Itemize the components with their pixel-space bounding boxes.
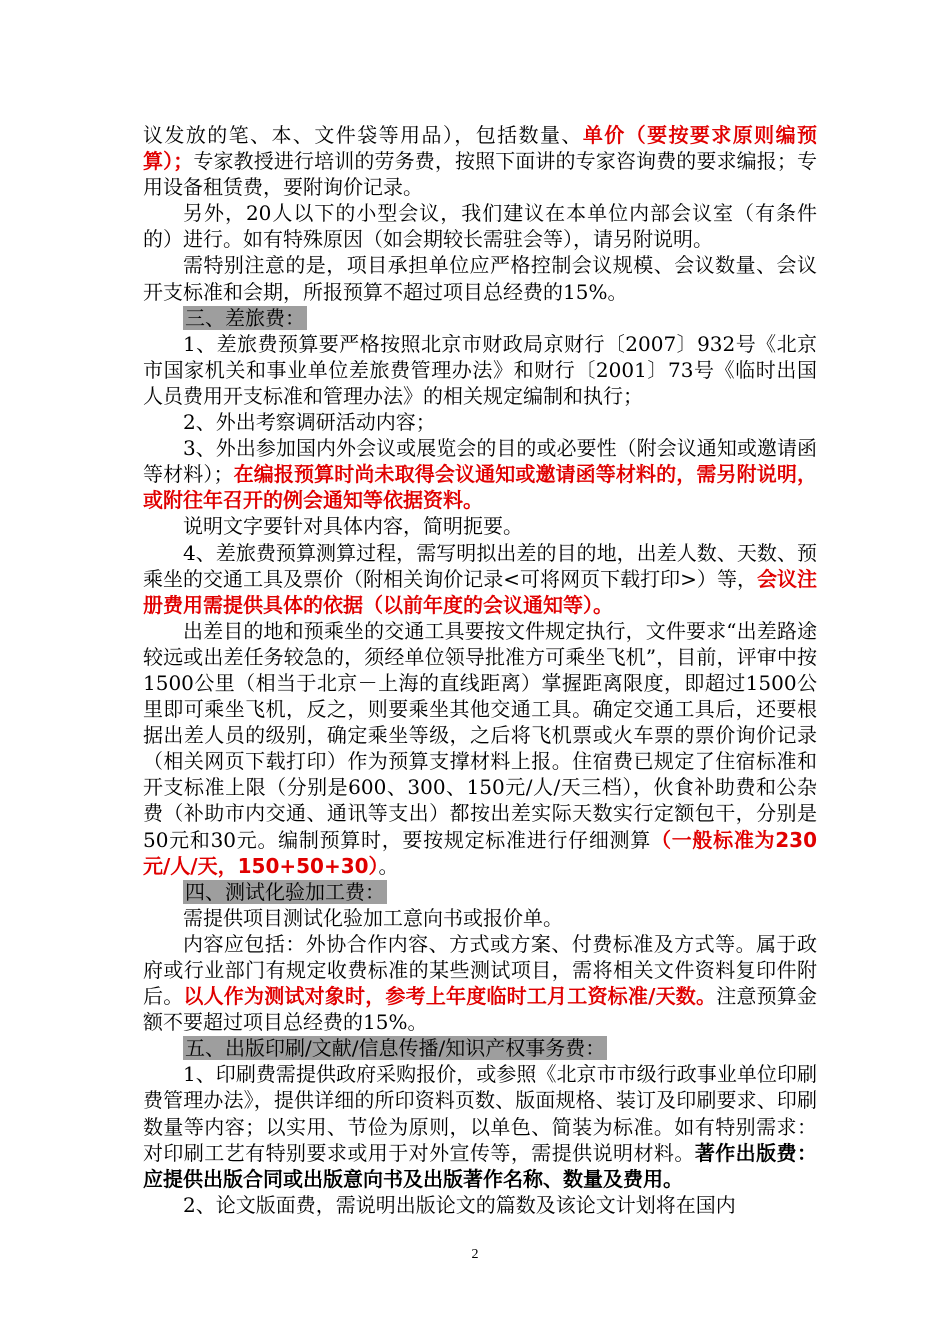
text: 。 — [378, 853, 399, 878]
text: 议发放的笔、本、文件袋等用品），包括数量、 — [143, 123, 583, 147]
section-heading-publishing — [143, 1035, 817, 1061]
paragraph-travel-1: 1、差旅费预算要严格按照北京市财政局京财行〔2007〕932号《北京市国家机关和事业单位差旅费管理办法》和财行〔2001〕73号《临时出国人员费用开支标准和管理办法》的相关规定编制和执行； — [143, 331, 817, 408]
paragraph-meeting-items — [143, 122, 817, 200]
section-heading-testing — [143, 879, 817, 905]
highlight-text: 在编报预算时尚未取得会议通知或邀请函等材料的，需另附说明，或附往年召开的例会通知等依据资料。 — [143, 462, 818, 513]
heading-text: 五、出版印刷/文献/信息传播/知识产权事务费： — [185, 1036, 606, 1061]
document-body — [143, 122, 817, 1218]
paragraph-meeting-control: 需特别注意的是，项目承担单位应严格控制会议规模、会议数量、会议开支标准和会期，所报预算不超过项目总经费的15%。 — [143, 253, 817, 304]
paragraph-testing-2 — [143, 931, 817, 1035]
highlight-text: （一般标准为230元/人/天，150+50+30） — [143, 827, 818, 878]
page-number: 2 — [471, 1247, 479, 1262]
paragraph-travel-note: 说明文字要针对具体内容，简明扼要。 — [183, 514, 523, 539]
text: 注意预算金额不要超过项目总经费的15%。 — [143, 984, 817, 1035]
text: 内容应包括：外协合作内容、方式或方案、付费标准及方式等。属于政府或行业部门有规定收费标准的某些测试项目，需将相关文件资料复印件附后。 — [143, 931, 817, 1009]
heading-text: 四、测试化验加工费： — [185, 879, 385, 904]
highlight-text: 会议注册费用需提供具体的依据（以前年度的会议通知等）。 — [143, 566, 818, 617]
text: 1、印刷费需提供政府采购报价，或参照《北京市市级行政事业单位印刷费管理办法》，提供详细的所印资料页数、版面规格、装订及印刷要求、印刷数量等内容；以实用、节俭为原则，以单色、简装为标准。如有特别需求：对印刷工艺有特别要求或用于对外宣传等，需提供说明材料。 — [143, 1062, 817, 1165]
text: 专家教授进行培训的劳务费，按照下面讲的专家咨询费的要求编报；专用设备租赁费，要附询价记录。 — [143, 149, 818, 200]
paragraph-publishing-2: 2、论文版面费，需说明出版论文的篇数及该论文计划将在国内 — [183, 1192, 736, 1217]
paragraph-travel-4 — [143, 540, 817, 618]
highlight-text: 以人作为测试对象时，参考上年度临时工月工资标准/天数。 — [183, 984, 717, 1009]
paragraph-testing-1: 需提供项目测试化验加工意向书或报价单。 — [183, 905, 563, 930]
paragraph-travel-3 — [143, 435, 817, 513]
paragraph-small-meeting: 另外，20人以下的小型会议，我们建议在本单位内部会议室（有条件的）进行。如有特殊原因（如会期较长需驻会等），请另附说明。 — [143, 201, 817, 252]
text: 4、差旅费预算测算过程，需写明拟出差的目的地，出差人数、天数、预乘坐的交通工具及票价（附相关询价记录<可将网页下载打印>）等， — [143, 540, 817, 591]
highlight-text: 单价（要按要求原则编预算）； — [143, 123, 818, 174]
paragraph-travel-2: 2、外出考察调研活动内容； — [183, 410, 436, 435]
heading-text: 三、差旅费： — [185, 305, 305, 330]
paragraph-publishing-1 — [143, 1061, 817, 1191]
text: 3、外出参加国内外会议或展览会的目的或必要性（附会议通知或邀请函等材料）； — [143, 436, 817, 487]
text: 出差目的地和预乘坐的交通工具要按文件规定执行，文件要求“出差路途较远或出差任务较急的，须经单位领导批准方可乘坐飞机”，目前，评审中按1500公里（相当于北京－上海的直线距离）掌握距离限度，即超过1500公里即可乘坐飞机，反之，则要乘坐其他交通工具。确定交通工具后，还要根据出差人员的级别，确定乘坐等级，之后将飞机票或火车票的票价询价记录（相关网页下载打印）作为预算支撑材料上报。住宿费已规定了住宿标准和开支标准上限（分别是600、300、150元/人/天三档），伙食补助费和公杂费（补助市内交通、通讯等支出）都按出差实际天数实行定额包干，分别是50元和30元。编制预算时，要按规定标准进行仔细测算 — [143, 618, 817, 852]
section-heading-travel — [143, 305, 817, 331]
paragraph-travel-standards — [143, 618, 817, 879]
bold-text: 著作出版费：应提供出版合同或出版意向书及出版著作名称、数量及费用。 — [143, 1140, 817, 1191]
